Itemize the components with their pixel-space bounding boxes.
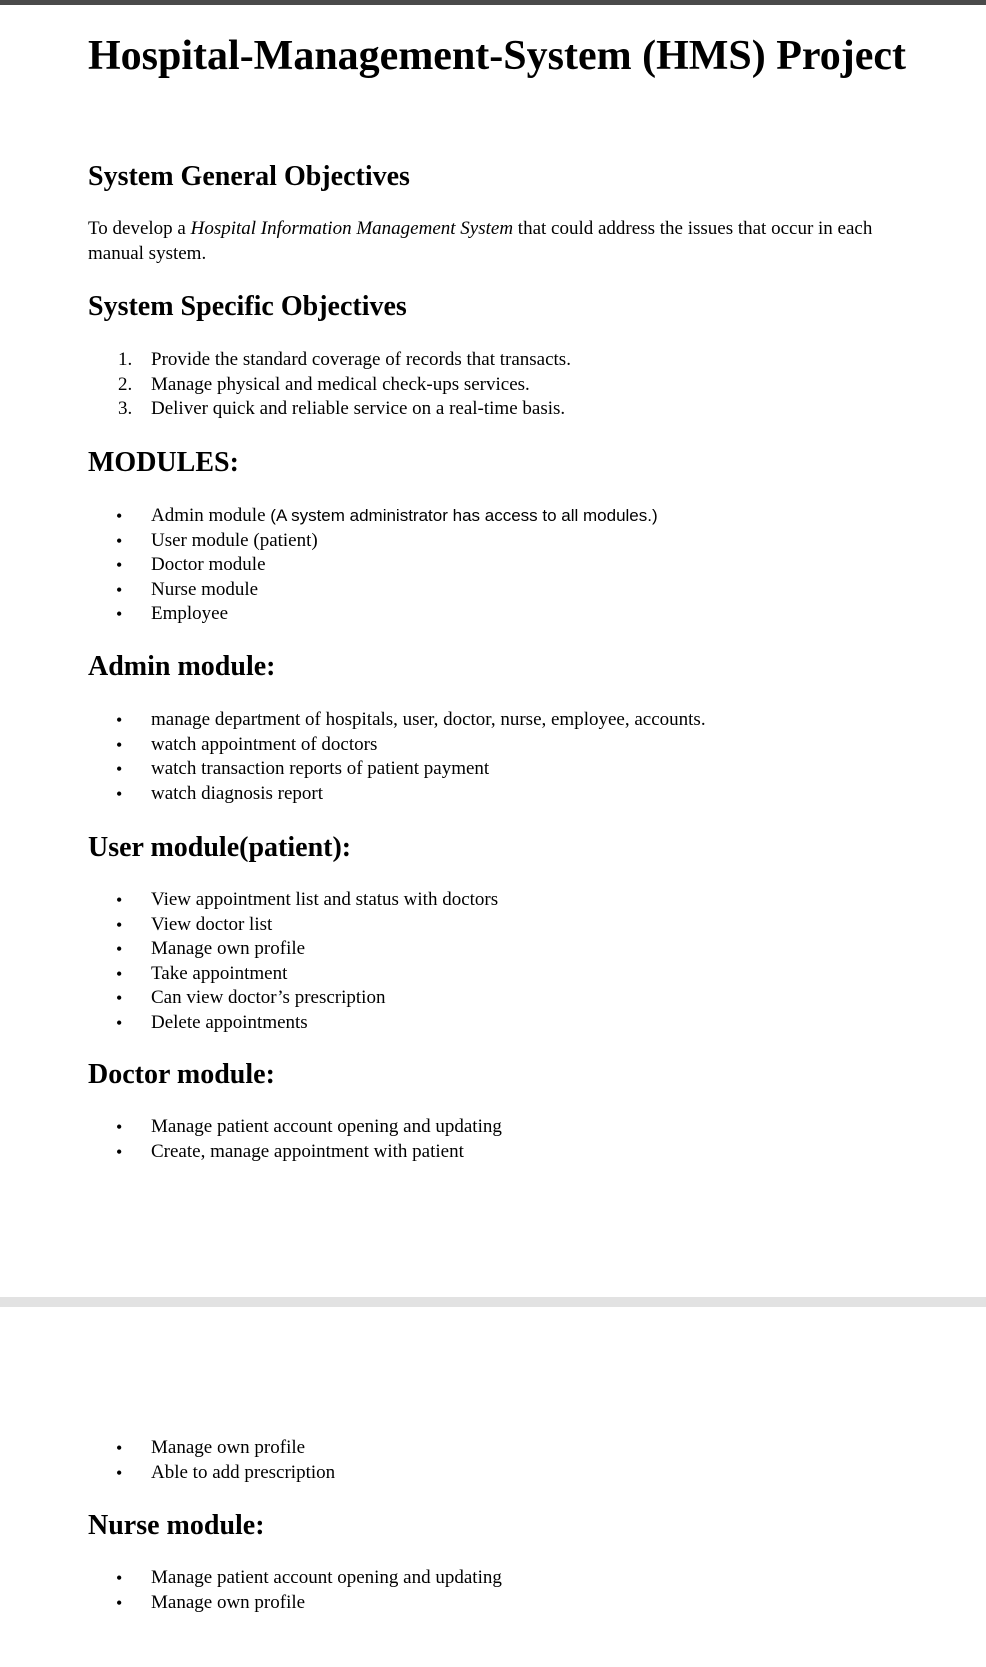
window-top-bar — [0, 0, 986, 5]
list-item: • Able to add prescription — [116, 1461, 335, 1486]
nurse-module-heading: Nurse module: — [88, 1510, 265, 1541]
general-objectives-heading: System General Objectives — [88, 161, 410, 192]
list-item: 2. Manage physical and medical check-ups services. — [118, 373, 530, 395]
doctor-module-list — [116, 1115, 502, 1164]
list-item: • User module (patient) — [116, 529, 658, 554]
list-item: • Can view doctor’s prescription — [116, 986, 498, 1011]
list-item: • watch transaction reports of patient payment — [116, 757, 706, 782]
list-item: • Manage own profile — [116, 1436, 335, 1461]
doctor-module-heading: Doctor module: — [88, 1059, 275, 1090]
list-item: • Take appointment — [116, 962, 498, 987]
nurse-module-list — [116, 1566, 502, 1615]
list-item: • Manage own profile — [116, 1591, 502, 1616]
list-item: • View doctor list — [116, 913, 498, 938]
admin-module-list — [116, 708, 706, 806]
list-item: • View appointment list and status with doctors — [116, 888, 498, 913]
list-item: • Manage own profile — [116, 937, 498, 962]
list-item: • Nurse module — [116, 578, 658, 603]
list-item: • watch diagnosis report — [116, 782, 706, 807]
list-item: • Delete appointments — [116, 1011, 498, 1036]
admin-module-heading: Admin module: — [88, 651, 276, 682]
specific-objectives-heading: System Specific Objectives — [88, 291, 407, 322]
list-item: • Admin module (A system administrator has access to all modules.) — [116, 504, 658, 529]
doctor-module-list-continued — [116, 1436, 335, 1485]
user-module-heading: User module(patient): — [88, 832, 352, 863]
modules-heading: MODULES: — [88, 447, 239, 478]
page-break — [0, 1297, 986, 1307]
list-item: • Doctor module — [116, 553, 658, 578]
list-item: • Employee — [116, 602, 658, 627]
list-item: • watch appointment of doctors — [116, 733, 706, 758]
document-title: Hospital-Management-System (HMS) Project — [88, 33, 907, 79]
list-item: 3. Deliver quick and reliable service on a real-time basis. — [118, 398, 566, 419]
list-item: • Manage patient account opening and updating — [116, 1566, 502, 1591]
list-item: • manage department of hospitals, user, doctor, nurse, employee, accounts. — [116, 708, 706, 733]
specific-objectives-list — [116, 348, 571, 422]
modules-list — [116, 504, 658, 627]
general-objectives-text: To develop a Hospital Information Management System that could address the issues that occur in each manual system. — [88, 218, 873, 264]
list-item: • Create, manage appointment with patient — [116, 1140, 502, 1165]
user-module-list — [116, 888, 498, 1035]
list-item: • Manage patient account opening and updating — [116, 1115, 502, 1140]
list-item: 1. Provide the standard coverage of records that transacts. — [118, 349, 571, 370]
